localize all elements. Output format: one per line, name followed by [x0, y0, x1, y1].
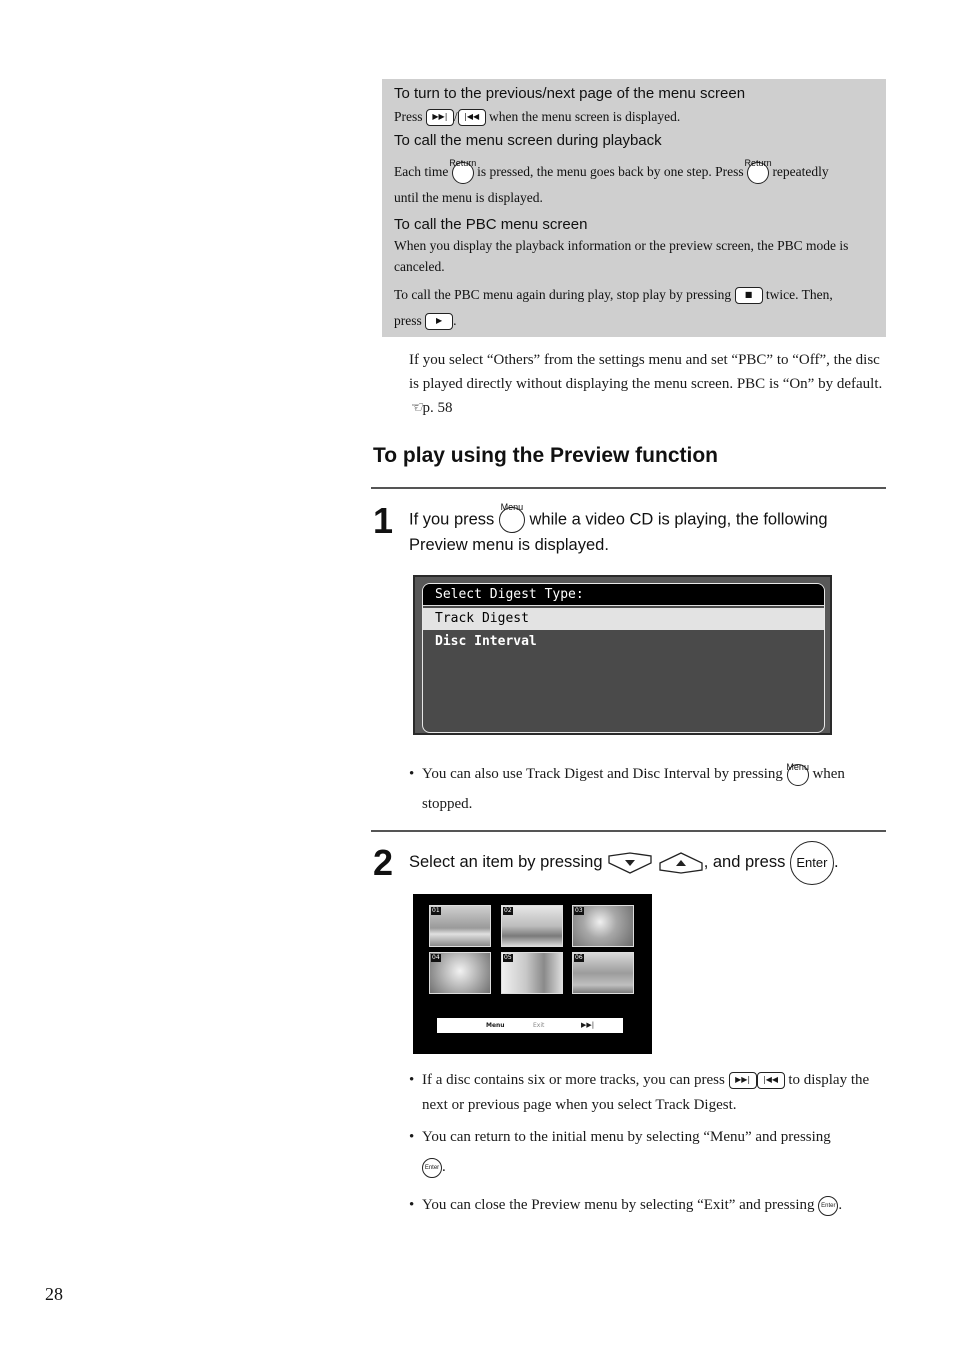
pbc-text-b: twice. Then, — [765, 287, 833, 302]
info-heading-playback: To call the menu screen during playback — [394, 132, 662, 149]
page-number: 28 — [45, 1284, 63, 1304]
pbc-text-d: . — [453, 313, 457, 328]
thumbnail-label: 06 — [575, 954, 583, 961]
return-button-icon — [449, 157, 477, 184]
info-heading-page: To turn to the previous/next page of the menu screen — [394, 85, 746, 102]
thumbnail[interactable] — [429, 905, 491, 947]
bullet4-text-a: You can close the Preview menu by selecting “Exit” and pressing — [422, 1197, 815, 1213]
menu-item-track-digest[interactable]: Track Digest — [423, 608, 824, 630]
menu-button-icon — [786, 761, 809, 786]
menu-item-disc-interval[interactable]: Disc Interval — [435, 634, 537, 649]
page-ref: p. 58 — [422, 400, 453, 416]
preview-menu-screen — [413, 575, 832, 735]
menu-label: Menu — [500, 502, 524, 512]
bullet3-text-a: You can return to the initial menu by selecting “Menu” and pressing — [422, 1129, 831, 1145]
menu-label: Menu — [786, 761, 809, 772]
bullet-dot: • — [409, 766, 415, 782]
step1-text-b: while a video CD is playing, the following Preview menu is displayed. — [409, 510, 828, 554]
bullet-dot: • — [409, 1129, 415, 1145]
next-page-icon[interactable]: ▶▶| — [581, 1021, 595, 1029]
prev-track-key-icon: |◀◀ — [757, 1072, 785, 1089]
bullet-text — [422, 1122, 879, 1182]
divider — [371, 830, 886, 832]
list-item — [409, 1068, 879, 1118]
pbc-text-c: press — [394, 313, 422, 328]
bullet2-text-b: to display the next or previous page when you select Track Digest. — [422, 1072, 870, 1113]
thumbnail[interactable] — [501, 952, 563, 994]
step1-text-a: If you press — [409, 510, 495, 529]
info-text-when: when the menu screen is displayed. — [489, 109, 681, 124]
track-digest-screen — [413, 894, 652, 1054]
divider — [371, 487, 886, 489]
thumbnail[interactable] — [501, 905, 563, 947]
bullet-dot: • — [409, 1072, 415, 1088]
next-track-key-icon: ▶▶| — [729, 1072, 757, 1089]
page-ref-icon: ☜ — [409, 400, 423, 416]
step2-text-b: , and press — [703, 853, 786, 871]
list-item — [409, 1122, 879, 1182]
down-arrow-key-icon — [607, 852, 653, 874]
pbc-text-a: To call the PBC menu again during play, stop play by pressing — [394, 287, 732, 302]
thumbnail-label: 03 — [575, 907, 583, 914]
return-text-a: Each time — [394, 164, 449, 179]
thumbnail[interactable] — [572, 952, 634, 994]
pbc-note — [409, 348, 885, 420]
bullet1-text-b: when stopped. — [422, 766, 845, 812]
bullet-text — [422, 1193, 884, 1218]
bullet2-text-a: If a disc contains six or more tracks, you can press — [422, 1072, 725, 1088]
bullet1-text-a: You can also use Track Digest and Disc Interval by pressing — [422, 766, 783, 782]
thumbnail-label: 02 — [504, 907, 512, 914]
info-box — [382, 79, 886, 337]
return-text-c: repeatedly — [772, 164, 829, 179]
enter-button-icon: Enter — [422, 1158, 442, 1178]
step2-text-c: . — [833, 853, 839, 871]
thumbnail[interactable] — [572, 905, 634, 947]
stop-key-icon: ■ — [735, 287, 763, 304]
bullet4-text-b: . — [838, 1197, 843, 1213]
thumbnail-label: 04 — [432, 954, 440, 961]
section-title: To play using the Preview function — [373, 444, 718, 467]
step1-text — [409, 502, 879, 557]
info-text-page — [394, 106, 874, 127]
info-text-pbc-again — [394, 282, 874, 334]
info-text-pbc: When you display the playback information or the preview screen, the PBC mode is canceled. — [394, 238, 849, 274]
step-number: 1 — [373, 500, 394, 541]
return-label: Return — [744, 157, 772, 168]
info-heading-pbc: To call the PBC menu screen — [394, 216, 588, 233]
step2-text-a: Select an item by pressing — [409, 853, 603, 871]
return-button-icon — [744, 157, 772, 184]
bar-menu-item[interactable]: Menu — [486, 1022, 505, 1029]
menu-button-icon — [499, 502, 525, 533]
enter-button-icon: Enter — [790, 841, 834, 885]
bullet-text — [422, 1068, 879, 1118]
preview-nav-bar — [437, 1018, 623, 1033]
up-arrow-key-icon — [658, 852, 704, 874]
pbc-note-text: If you select “Others” from the settings menu and set “PBC” to “Off”, the disc is played directly without displaying the menu screen. PBC is “On” by default. — [409, 352, 883, 392]
bar-exit-item[interactable]: Exit — [533, 1022, 545, 1029]
return-text-d: until the menu is displayed. — [394, 190, 543, 205]
thumbnail[interactable] — [429, 952, 491, 994]
next-track-key-icon: ▶▶| — [426, 109, 454, 126]
thumbnail-label: 01 — [432, 907, 440, 914]
prev-track-key-icon: |◀◀ — [458, 109, 486, 126]
enter-button-icon: Enter — [818, 1196, 838, 1216]
step2-text — [409, 838, 879, 886]
return-text-b: is pressed, the menu goes back by one step. Press — [477, 164, 744, 179]
info-text-return — [394, 159, 874, 211]
bullet-dot: • — [409, 1197, 415, 1213]
return-label: Return — [449, 157, 477, 168]
thumbnail-label: 05 — [504, 954, 512, 961]
info-text-press: Press — [394, 109, 423, 124]
preview-menu-frame — [422, 583, 825, 733]
list-item — [409, 759, 879, 819]
play-key-icon: ▶ — [425, 313, 453, 330]
preview-menu-header: Select Digest Type: — [423, 584, 824, 606]
list-item — [409, 1193, 884, 1218]
bullet-text — [422, 759, 879, 819]
slash-text: / — [453, 109, 458, 124]
step-number: 2 — [373, 842, 394, 883]
bullet3-text-b: . — [442, 1159, 446, 1175]
